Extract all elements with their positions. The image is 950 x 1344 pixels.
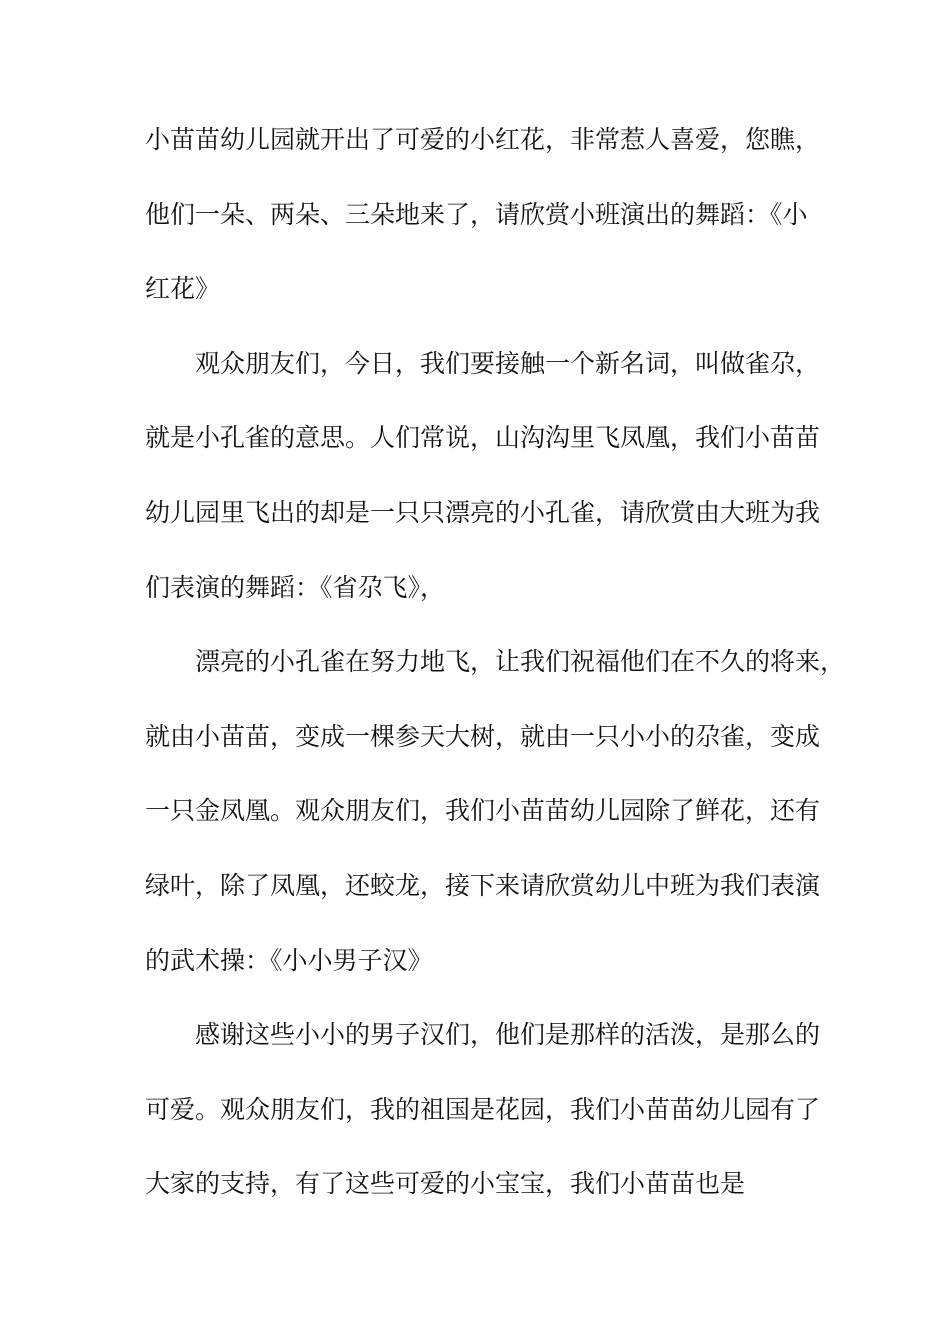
paragraph-2 bbox=[145, 348, 825, 602]
paragraph-4 bbox=[145, 1020, 825, 1199]
text-line: 大家的支持，有了这些可爱的小宝宝，我们小苗苗也是 bbox=[145, 1169, 746, 1199]
text-line: 小苗苗幼儿园就开出了可爱的小红花，非常惹人喜爱，您瞧， bbox=[145, 125, 821, 154]
text-line: 观众朋友们，今日，我们要接触一个新名词，叫做雀尕， bbox=[195, 348, 821, 378]
text-line: 们表演的舞蹈：《省尕飞》， bbox=[145, 572, 446, 602]
text-line: 就是小孔雀的意思。人们常说，山沟沟里飞凤凰，我们小苗苗 bbox=[145, 423, 821, 453]
text-line: 幼儿园里飞出的却是一只只漂亮的小孔雀，请欣赏由大班为我 bbox=[145, 497, 821, 527]
paragraph-1 bbox=[145, 125, 825, 304]
text-line: 漂亮的小孔雀在努力地飞，让我们祝福他们在不久的将来， bbox=[195, 647, 846, 677]
paragraph-3 bbox=[145, 647, 846, 975]
text-line: 红花》 bbox=[145, 274, 221, 304]
text-line: 可爱。观众朋友们，我的祖国是花园，我们小苗苗幼儿园有了 bbox=[145, 1094, 821, 1124]
text-line: 的武术操：《小小男子汉》 bbox=[145, 945, 433, 975]
text-line: 感谢这些小小的男子汉们，他们是那样的活泼，是那么的 bbox=[195, 1020, 821, 1050]
text-line: 一只金凤凰。观众朋友们，我们小苗苗幼儿园除了鲜花，还有 bbox=[145, 796, 821, 826]
text-line: 就由小苗苗，变成一棵参天大树，就由一只小小的尕雀，变成 bbox=[145, 721, 821, 751]
text-line: 绿叶，除了凤凰，还蛟龙，接下来请欣赏幼儿中班为我们表演 bbox=[145, 870, 821, 900]
document-body bbox=[145, 125, 846, 1246]
text-line: 他们一朵、两朵、三朵地来了，请欣赏小班演出的舞蹈：《小 bbox=[145, 199, 808, 229]
